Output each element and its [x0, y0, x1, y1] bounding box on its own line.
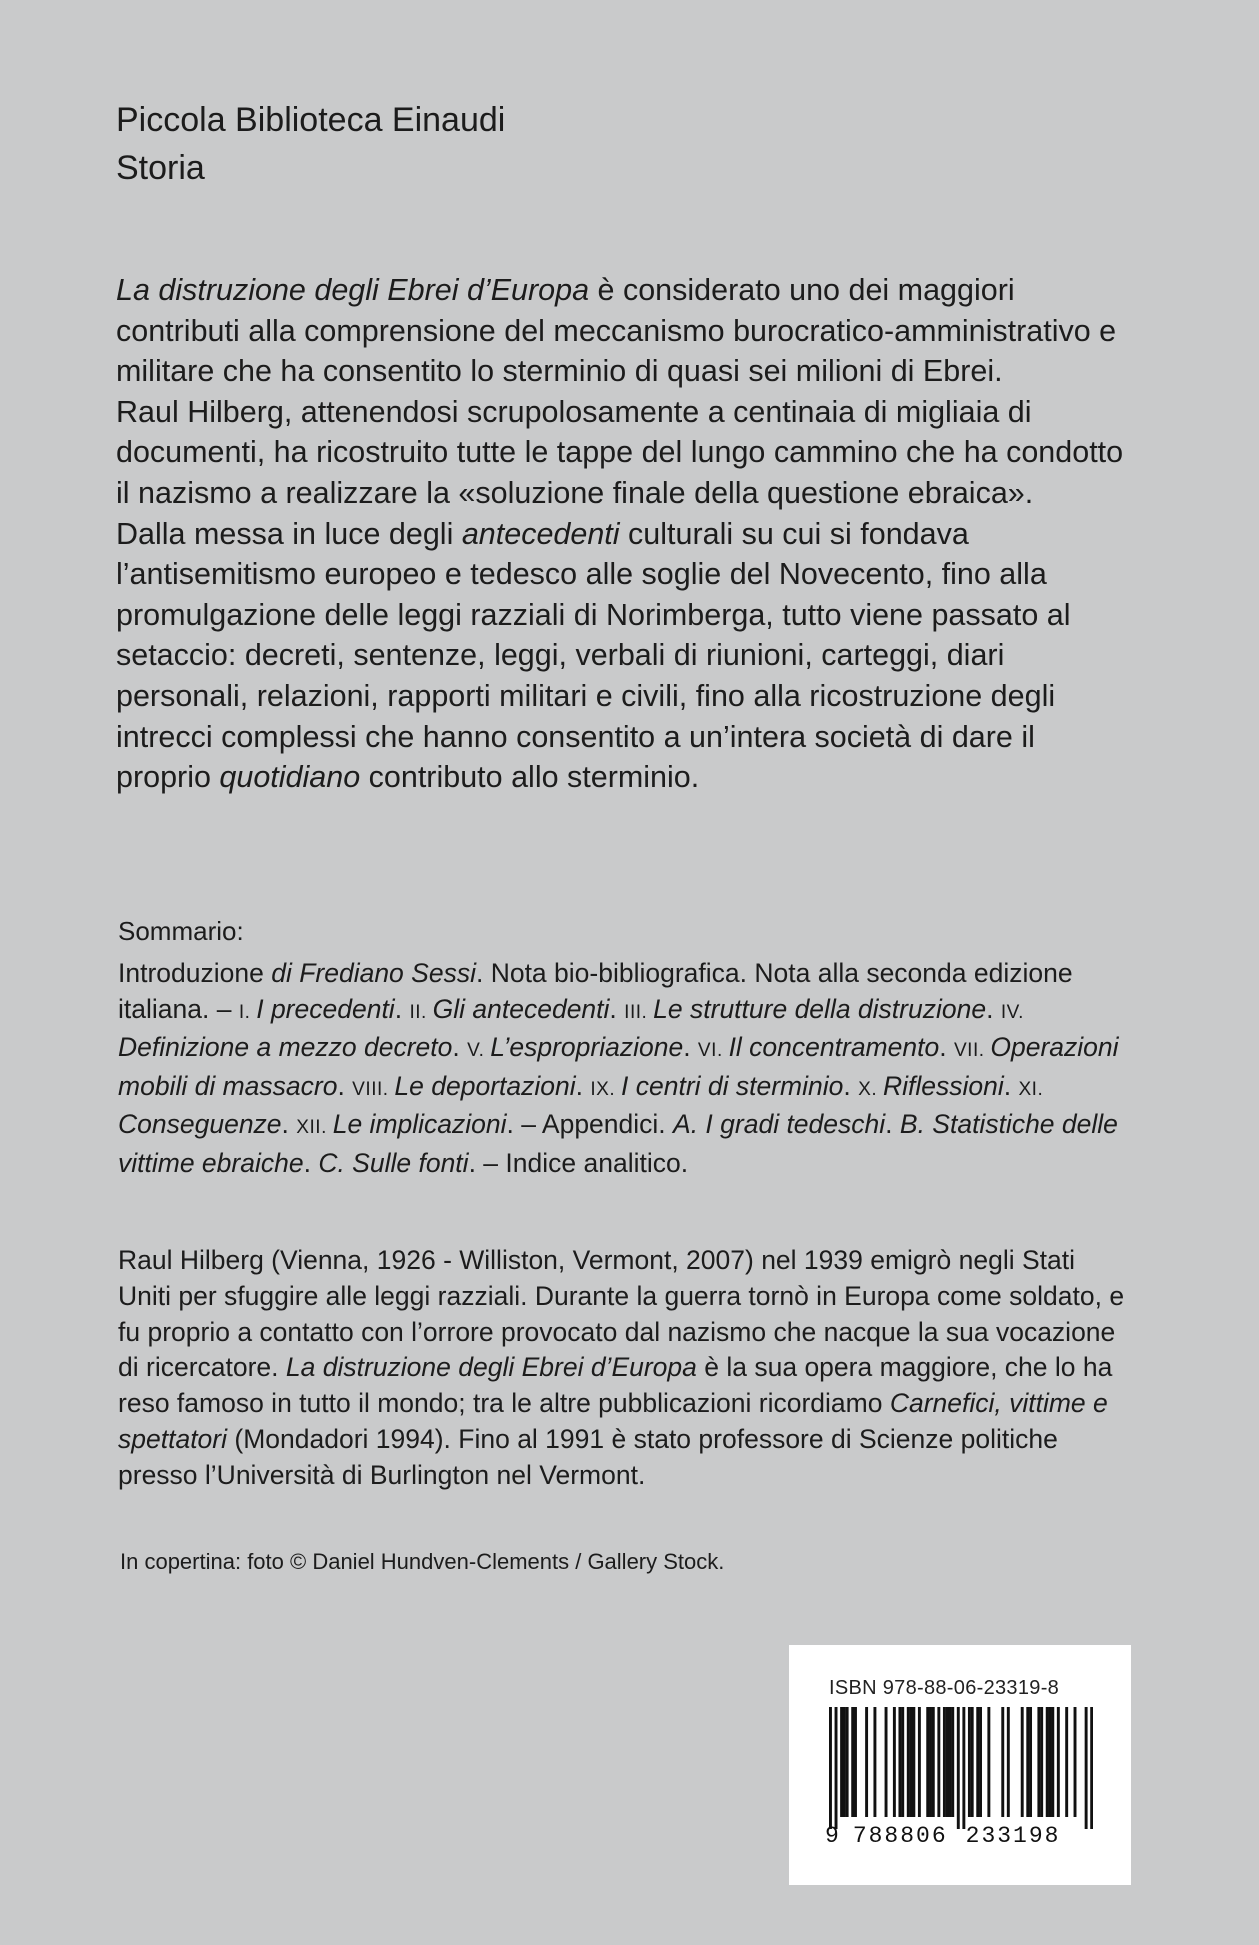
barcode-bar — [840, 1707, 843, 1817]
description-paragraph-2: Raul Hilberg, attenendosi scrupolosamente a centinaia di migliaia di documenti, ha ricostruito tutte le tappe del lungo cammino che ha condotto il nazismo a realizzare la «soluzione finale della questione ebraica». — [116, 394, 1124, 510]
barcode-bar — [951, 1707, 954, 1817]
barcode-bar — [835, 1707, 838, 1829]
barcode-bar — [976, 1707, 979, 1817]
chapter-title: Definizione a mezzo decreto — [118, 1032, 453, 1063]
barcode-bar — [901, 1707, 904, 1817]
chapter-number: IX. — [590, 1078, 621, 1100]
barcode-bar — [829, 1707, 832, 1829]
barcode-bar — [946, 1707, 949, 1817]
barcode-bar — [918, 1707, 921, 1817]
barcode-bar — [885, 1707, 888, 1817]
author-bio-text: Raul Hilberg (Vienna, 1926 - Williston, Vermont, 2007) nel 1939 emigrò negli Stati Uniti per sfuggire alle leggi razziali. Durante la guerra tornò in Europa come soldato, e fu proprio a contatto con l’orrore provocato dal nazismo che nacque la sua vocazione di ricercatore. La distruzione degli Ebrei d’Europa è la sua opera maggiore, che lo ha reso famoso in tutto il mondo; tra le altre pubblicazioni ricordiamo Carnefici, vittime e spettatori (Mondadori 1994). Fino al 1991 è stato professore di Scienze politiche presso l’Università di Burlington nel Vermont. — [118, 1245, 1125, 1490]
chapter-number: XI. — [1018, 1078, 1044, 1100]
chapter-title: Riflessioni — [882, 1070, 1004, 1101]
chapter-title: Il concentramento — [728, 1032, 940, 1063]
isbn-label: ISBN 978-88-06-23319-8 — [829, 1677, 1060, 1699]
description-paragraph-3: Dalla messa in luce degli antecedenti culturali su cui si fondava l’antisemitismo europeo e tedesco alle soglie del Novecento, fino alla promulgazione delle leggi razziali di Norimberga, tutto viene passato al setaccio: decreti, sentenze, leggi, verbali di riunioni, carteggi, diari personali, relazioni, rapporti militari e civili, fino alla ricostruzione degli intrecci complessi che hanno consentito a un’intera società di dare il proprio quotidiano contributo allo sterminio. — [116, 516, 1071, 795]
index-entry: – Indice analitico. — [475, 1147, 689, 1178]
table-of-contents — [118, 956, 1133, 1182]
ean-left-group: 788806 — [852, 1823, 948, 1849]
barcode-bar — [843, 1707, 846, 1817]
barcode-bars — [829, 1707, 1093, 1829]
barcode-bar — [1037, 1707, 1040, 1817]
chapter-title: Conseguenze — [118, 1109, 282, 1140]
summary-heading: Sommario: — [118, 916, 244, 946]
appendix-title: C. Sulle fonti — [318, 1147, 469, 1178]
barcode-bar — [1085, 1707, 1088, 1829]
barcode-bar — [893, 1707, 896, 1817]
ean-right-group: 233198 — [965, 1823, 1061, 1849]
description-paragraph-1: La distruzione degli Ebrei d’Europa è considerato uno dei maggiori contributi alla comprensione del meccanismo burocratico-amministrativo e militare che ha consentito lo sterminio di quasi sei milioni di Ebrei. — [116, 273, 1117, 389]
barcode-bar — [1007, 1707, 1010, 1817]
barcode-bar — [907, 1707, 910, 1817]
chapter-title: Gli antecedenti — [432, 993, 610, 1024]
book-description — [116, 270, 1136, 798]
barcode-bar — [1065, 1707, 1068, 1817]
barcode-bar — [968, 1707, 971, 1817]
chapter-number: III. — [624, 1001, 654, 1023]
barcode-bar — [979, 1707, 982, 1817]
barcode-bar — [962, 1707, 965, 1829]
barcode-bar — [854, 1707, 857, 1817]
book-title-italic: La distruzione degli Ebrei d’Europa — [116, 273, 590, 307]
barcode-bar — [1051, 1707, 1054, 1817]
barcode-bar — [1057, 1707, 1060, 1817]
barcode-bar — [957, 1707, 960, 1829]
chapter-number: II. — [409, 1001, 433, 1023]
chapter-number: IV. — [1000, 1001, 1024, 1023]
barcode-bar — [937, 1707, 940, 1817]
barcode-bar — [1026, 1707, 1029, 1817]
barcode-bar — [846, 1707, 849, 1817]
barcode-bar — [1049, 1707, 1052, 1817]
barcode-bar — [1046, 1707, 1049, 1817]
chapter-title: L’espropriazione — [490, 1032, 684, 1063]
ean-digits — [825, 1823, 1060, 1849]
summary-text: Introduzione di Frediano Sessi. Nota bio-bibliografica. Nota alla seconda edizione italiana. – I. I precedenti. II. Gli antecedenti. III. Le strutture della distruzione. IV. Definizione a mezzo decreto. V. L’espropriazione. VI. Il concentramento. VII. Operazioni mobili di massacro. VIII. Le deportazioni. IX. I centri di sterminio. X. Riflessioni. XI. Conseguenze. XII. Le implicazioni. – Appendici. A. I gradi tedeschi. B. Statistiche delle vittime ebraiche. C. Sulle fonti. – Indice analitico. — [118, 958, 1119, 1178]
chapter-number: XII. — [296, 1117, 333, 1139]
barcode-bar — [929, 1707, 932, 1817]
barcode-bar — [851, 1707, 854, 1817]
barcode-bar — [1090, 1707, 1093, 1829]
chapter-title: Le implicazioni — [332, 1109, 507, 1140]
ean-first-digit: 9 — [825, 1823, 839, 1849]
chapter-title: I precedenti — [256, 993, 395, 1024]
barcode-bar — [865, 1707, 868, 1817]
barcode-bar — [1074, 1707, 1077, 1817]
barcode-bar — [1040, 1707, 1043, 1817]
chapter-number: VIII. — [352, 1078, 395, 1100]
barcode-bar — [1001, 1707, 1004, 1817]
barcode-bar — [873, 1707, 876, 1817]
chapter-number: V. — [467, 1040, 491, 1062]
chapter-title: I centri di sterminio — [621, 1070, 844, 1101]
series-category: Storia — [116, 149, 205, 187]
appendix-title: A. I gradi tedeschi — [673, 1109, 886, 1140]
series-heading — [116, 96, 505, 192]
chapter-number: VII. — [953, 1040, 991, 1062]
chapter-number: X. — [858, 1078, 883, 1100]
chapter-number: VI. — [697, 1040, 729, 1062]
barcode-bar — [1021, 1707, 1024, 1817]
barcode-bar — [912, 1707, 915, 1817]
barcode-bar — [932, 1707, 935, 1817]
barcode-panel — [789, 1645, 1131, 1885]
barcode-bar — [987, 1707, 990, 1817]
chapter-title: Operazioni mobili di massacro — [118, 1032, 1119, 1101]
series-name: Piccola Biblioteca Einaudi — [116, 101, 506, 139]
cover-credit: In copertina: foto © Daniel Hundven-Clements / Gallery Stock. — [120, 1549, 725, 1574]
barcode-bar — [971, 1707, 974, 1817]
chapter-number: I. — [238, 1001, 257, 1023]
barcode-bar — [948, 1707, 951, 1817]
barcode-bar — [910, 1707, 913, 1817]
barcode-bar — [926, 1707, 929, 1817]
chapter-title: Le strutture della distruzione — [653, 993, 987, 1024]
appendix-title: B. Statistiche delle vittime ebraiche — [118, 1109, 1118, 1178]
barcode-bar — [898, 1707, 901, 1817]
author-bio — [118, 1243, 1133, 1494]
barcode-bar — [1029, 1707, 1032, 1817]
chapter-title: Le deportazioni — [394, 1070, 576, 1101]
barcode-bar — [943, 1707, 946, 1817]
